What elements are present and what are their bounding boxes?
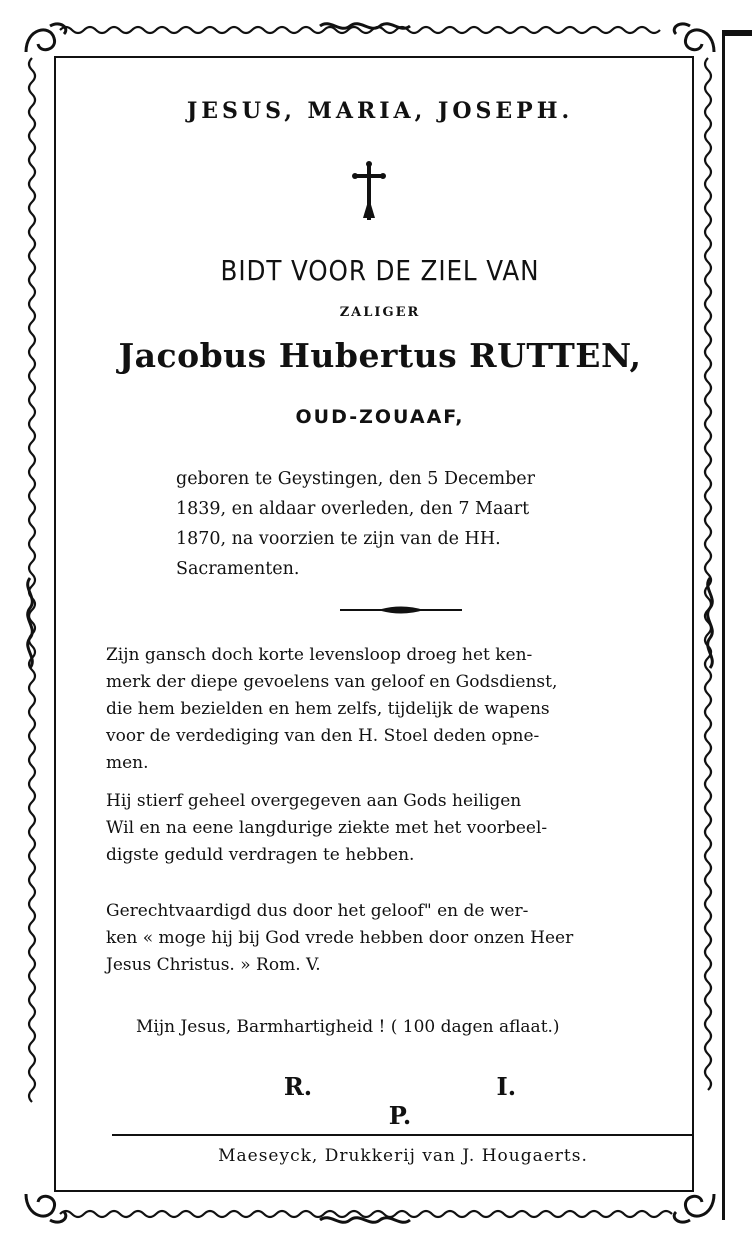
paragraph-line: Wil en na eene langdurige ziekte met het voorbeel-	[106, 818, 548, 838]
rip-line	[110, 1072, 690, 1130]
notice-line: Sacramenten.	[176, 559, 300, 579]
paragraph-line: die hem bezielden en hem zelfs, tijdelijk de wapens	[106, 699, 550, 719]
paragraph-line: voor de verdediging van den H. Stoel deden opne-	[106, 726, 540, 746]
deceased-title: OUD-ZOUAAF,	[295, 406, 465, 428]
notice-line: geboren te Geystingen, den 5 December	[176, 469, 536, 489]
rip-letter: P.	[388, 1101, 412, 1130]
deceased-name: Jacobus Hubertus RUTTEN,	[118, 336, 642, 375]
latin-cross-icon	[352, 160, 386, 222]
invocation-line: Mijn Jesus, Barmhartigheid ! ( 100 dagen aflaat.)	[136, 1017, 560, 1037]
paragraph-line: digste geduld verdragen te hebben.	[106, 845, 415, 865]
rip-letter: R.	[283, 1072, 313, 1101]
adjacent-card-edge	[722, 30, 752, 1220]
paragraph-line: Jesus Christus. » Rom. V.	[106, 955, 321, 975]
rip-letter: I.	[496, 1072, 517, 1101]
paragraph-line: merk der diepe gevoelens van geloof en Godsdienst,	[106, 672, 558, 692]
paragraph-death	[106, 788, 700, 869]
birth-death-notice	[176, 464, 616, 584]
printer-imprint: Maeseyck, Drukkerij van J. Hougaerts.	[218, 1146, 588, 1166]
memorial-card	[20, 18, 720, 1228]
invocation	[106, 1014, 700, 1041]
paragraph-life	[106, 642, 700, 777]
card-heading: JESUS, MARIA, JOSEPH.	[186, 98, 574, 124]
paragraph-line: men.	[106, 753, 149, 773]
ornamental-divider-icon	[338, 603, 464, 617]
notice-line: 1870, na voorzien te zijn van de HH.	[176, 529, 501, 549]
adjacent-card-top-bar	[722, 30, 752, 36]
prayer-line: BIDT VOOR DE ZIEL VAN	[220, 254, 540, 287]
bottom-rule	[112, 1134, 694, 1136]
paragraph-line: Gerechtvaardigd dus door het geloof" en de wer-	[106, 901, 529, 921]
paragraph-line: Hij stierf geheel overgegeven aan Gods heiligen	[106, 791, 522, 811]
paragraph-line: ken « moge hij bij God vrede hebben door onzen Heer	[106, 928, 574, 948]
notice-line: 1839, en aldaar overleden, den 7 Maart	[176, 499, 530, 519]
paragraph-line: Zijn gansch doch korte levensloop droeg het ken-	[106, 645, 533, 665]
honorific: ZALIGER	[339, 305, 421, 320]
paragraph-scripture	[106, 898, 700, 979]
